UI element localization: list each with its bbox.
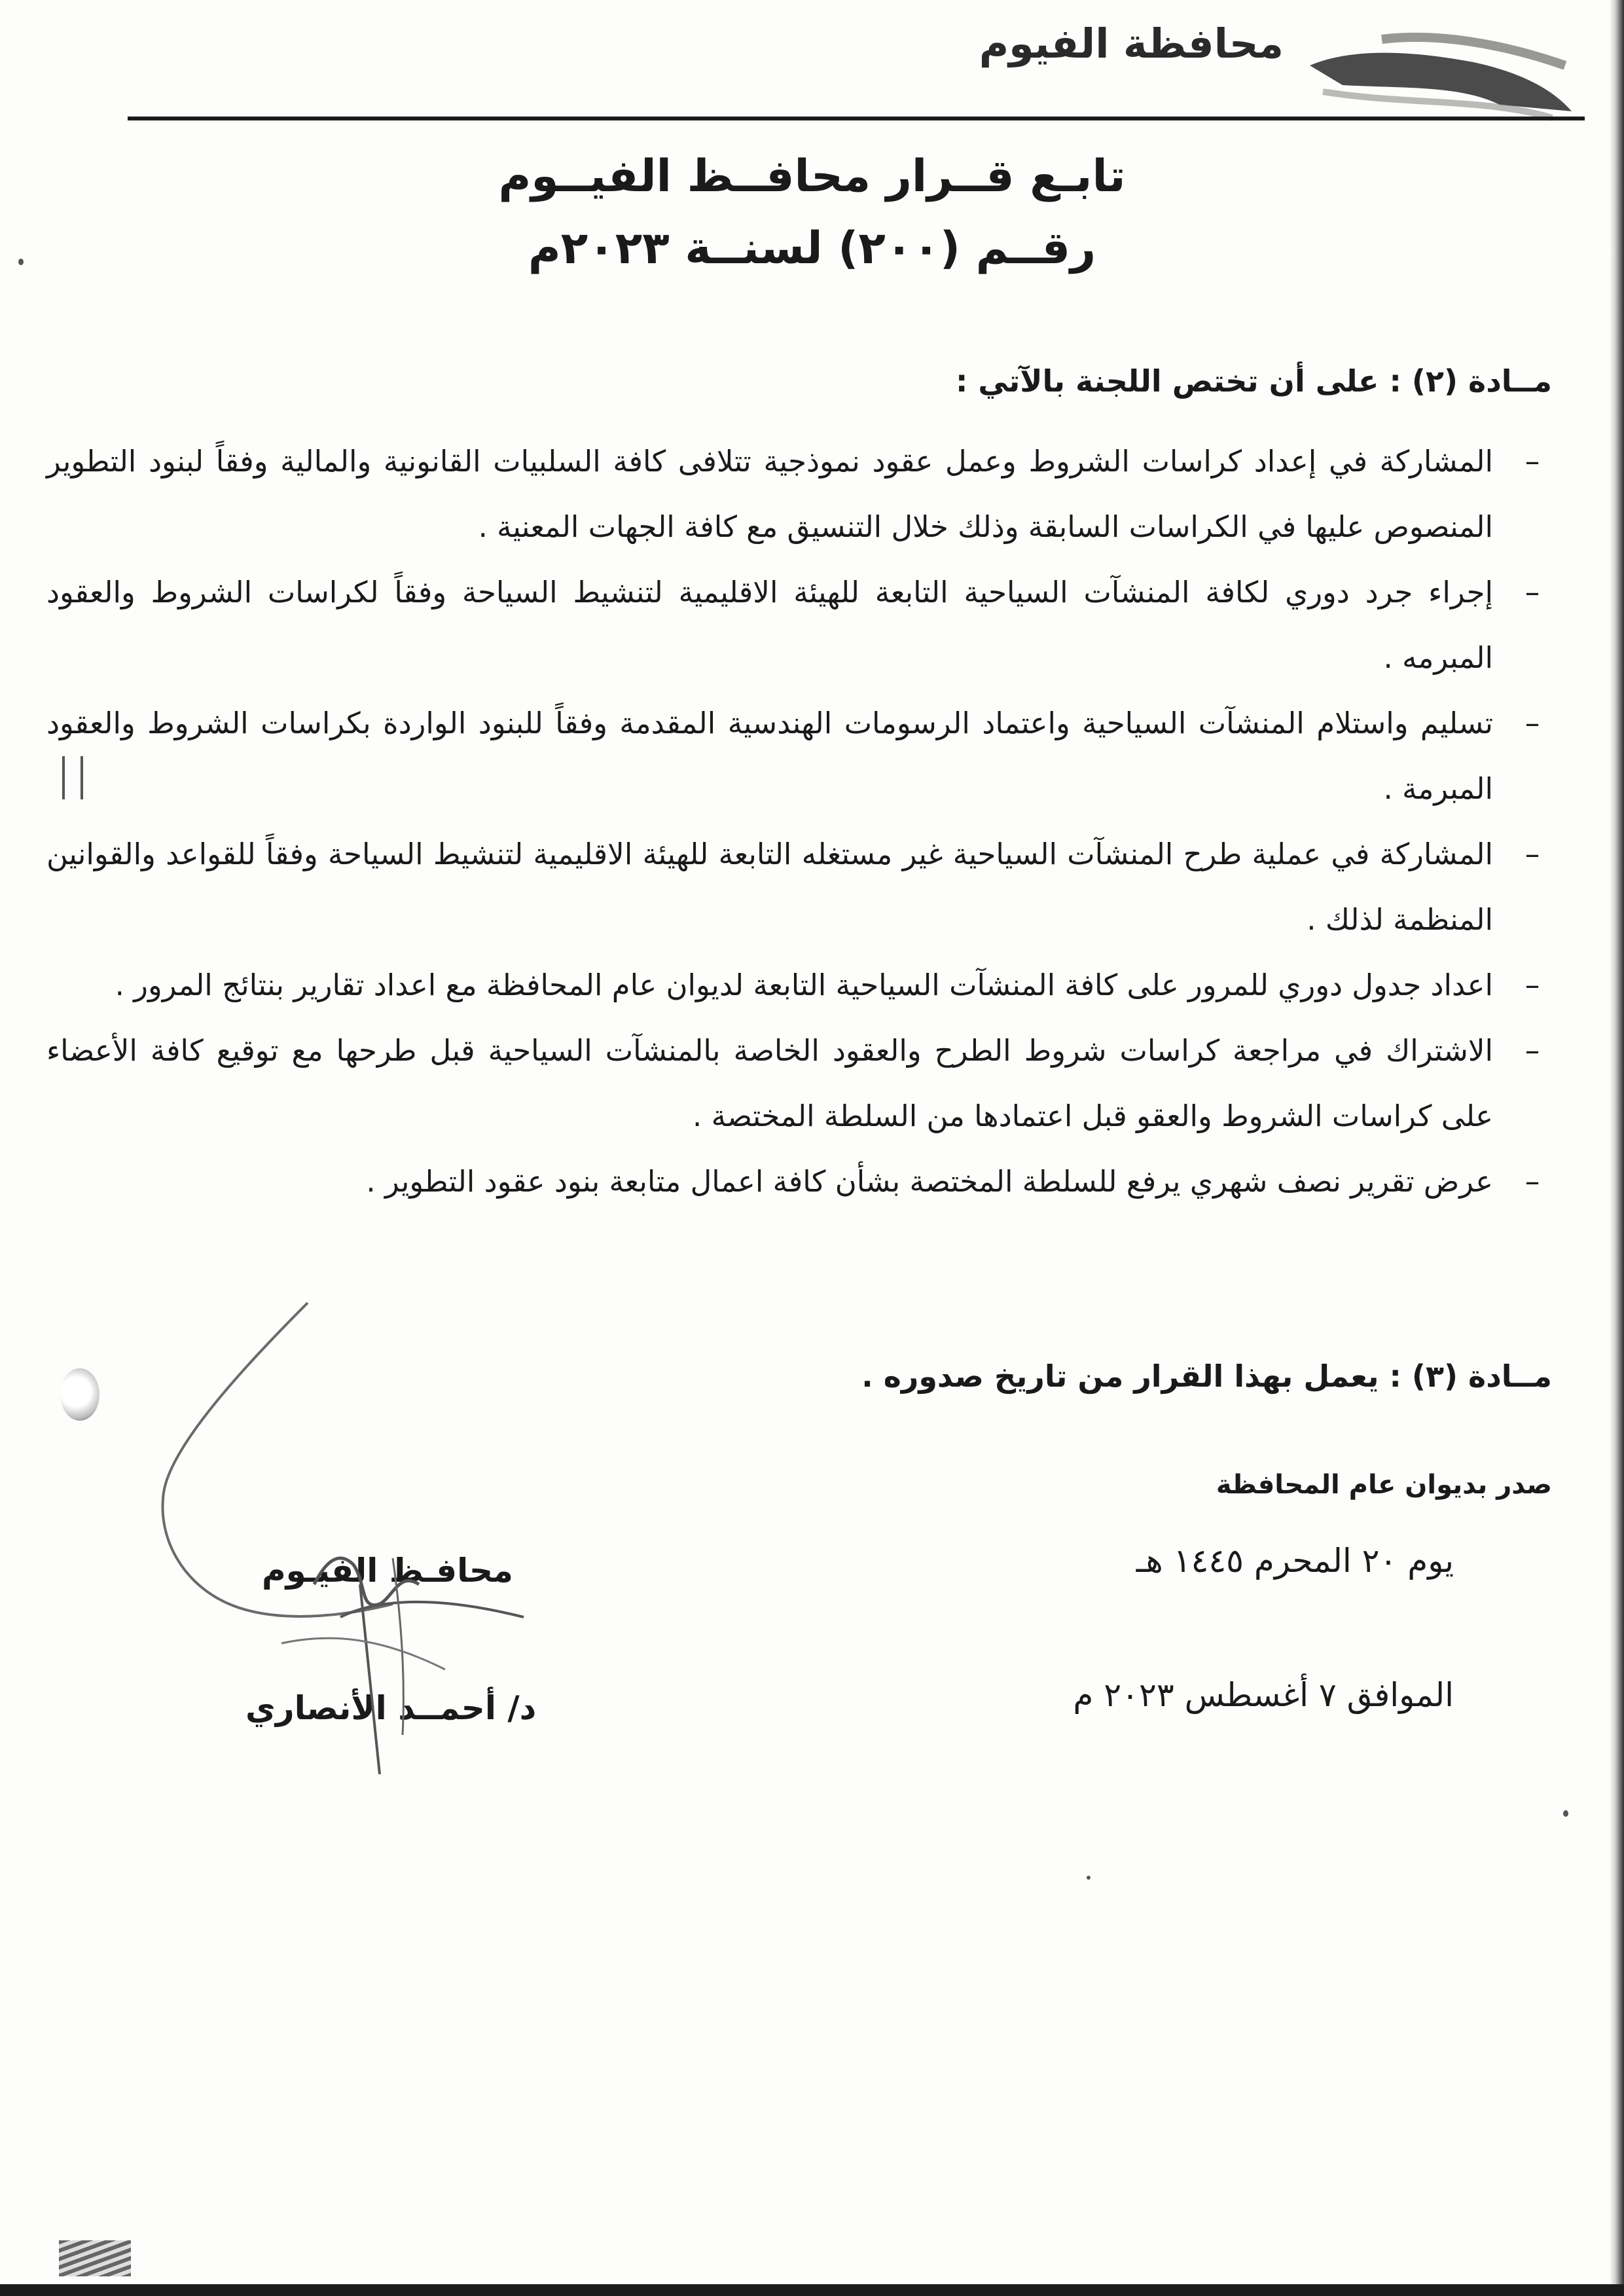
punch-hole — [60, 1368, 99, 1421]
list-item — [46, 560, 1552, 691]
list-item — [46, 1149, 1552, 1214]
list-item-text: عرض تقرير نصف شهري يرفع للسلطة المختصة بشأن كافة اعمال متابعة بنود عقود التطوير . — [366, 1164, 1493, 1199]
governor-title: محافـظ الفيـوم — [262, 1552, 513, 1590]
header-smudge — [1303, 26, 1578, 124]
article-3-heading: مــادة (٣) : يعمل بهذا القرار من تاريخ صدوره . — [861, 1358, 1552, 1394]
list-dash: – — [1525, 1164, 1540, 1199]
hijri-date: يوم ٢٠ المحرم ١٤٤٥ هـ — [1136, 1542, 1454, 1580]
list-dash: – — [1525, 837, 1540, 871]
scan-edge-bottom — [0, 2284, 1624, 2296]
corner-stripes — [59, 2240, 131, 2276]
article-2-heading: مــادة (٢) : على أن تختص اللجنة بالآتي : — [956, 363, 1552, 399]
governor-name: د/ أحمــد الأنصاري — [245, 1689, 537, 1727]
scan-edge-right — [1610, 0, 1624, 2296]
decision-title-line-2: رقــم (٢٠٠) لسنــة ٢٠٢٣م — [528, 223, 1096, 274]
list-item — [46, 429, 1552, 560]
header-rule — [128, 117, 1585, 120]
list-dash: – — [1525, 444, 1540, 479]
list-item-text: اعداد جدول دوري للمرور على كافة المنشآت السياحية التابعة لديوان عام المحافظة مع اعداد تقارير بنتائج المرور . — [115, 968, 1493, 1002]
list-dash: – — [1525, 968, 1540, 1002]
list-item-text: تسليم واستلام المنشآت السياحية واعتماد الرسومات الهندسية المقدمة وفقاً للبنود الواردة بكراسات الشروط والعقود المبرمة . — [46, 706, 1493, 806]
scan-speck — [1563, 1810, 1568, 1817]
decision-title-line-1: تابـع قــرار محافــظ الفيــوم — [498, 151, 1126, 202]
list-item-text: المشاركة في إعداد كراسات الشروط وعمل عقود نموذجية تتلافى كافة السلبيات القانونية والمالية وفقاً لبنود التطوير المنصوص عليها في الكراسات السابقة وذلك خلال التنسيق مع كافة الجهات المعنية . — [46, 444, 1493, 544]
list-item — [46, 822, 1552, 953]
list-item — [46, 1018, 1552, 1149]
scan-speck — [18, 259, 24, 265]
decision-title — [0, 141, 1624, 285]
list-dash: – — [1525, 706, 1540, 740]
issued-at: صدر بديوان عام المحافظة — [1216, 1470, 1552, 1500]
list-item — [46, 953, 1552, 1018]
gregorian-date: الموافق ٧ أغسطس ٢٠٢٣ م — [1073, 1676, 1454, 1714]
header-stamp: محافظة الفيوم — [979, 20, 1284, 67]
list-dash: – — [1525, 575, 1540, 610]
list-item-text: إجراء جرد دوري لكافة المنشآت السياحية التابعة للهيئة الاقليمية لتنشيط السياحة وفقاً لكراسات الشروط والعقود المبرمه . — [46, 575, 1493, 675]
handwritten-signature — [144, 1277, 602, 1787]
list-dash: – — [1525, 1033, 1540, 1068]
list-item-text: الاشتراك في مراجعة كراسات شروط الطرح والعقود الخاصة بالمنشآت السياحية قبل طرحها مع توقيع كافة الأعضاء على كراسات الشروط والعقو قبل اعتمادها من السلطة المختصة . — [46, 1033, 1493, 1133]
scan-speck — [1087, 1876, 1091, 1880]
list-item-text: المشاركة في عملية طرح المنشآت السياحية غير مستغله التابعة للهيئة الاقليمية لتنشيط السياحة وفقاً للقواعد والقوانين المنظمة لذلك . — [46, 837, 1493, 937]
list-item — [46, 691, 1552, 822]
article-2-items — [46, 429, 1552, 1214]
binder-mark — [62, 756, 83, 799]
